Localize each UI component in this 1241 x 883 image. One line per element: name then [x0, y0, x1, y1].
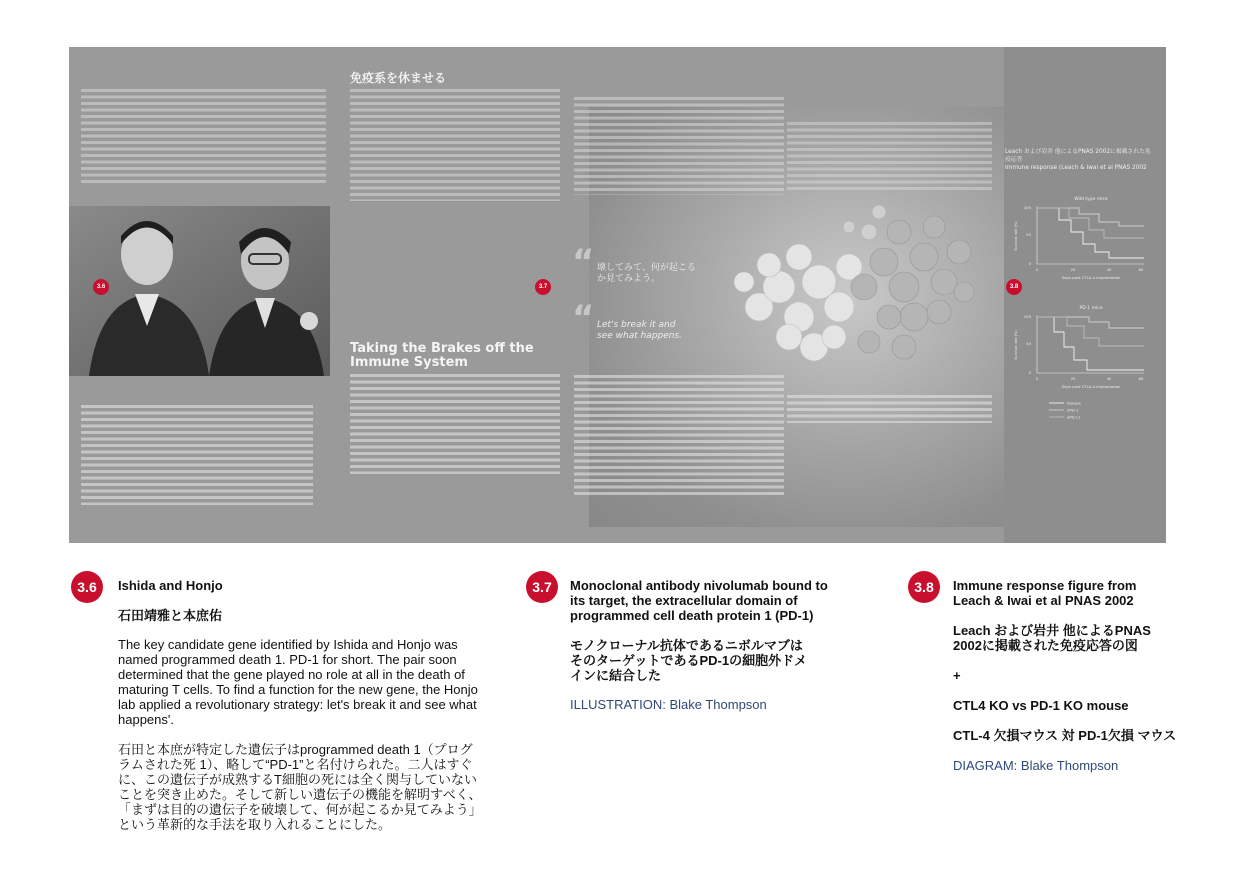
caption-body-jp: 石田と本庶が特定した遺伝子はprogrammed death 1（プログラムされた死 1）、略して“PD-1”と名付けられた。二人はすぐに、この遺伝子が成熟するT細胞の死には全く関与していないことを突き止めた。そして新しい遺伝子の機能を解明すべく、「まずは目的の遺伝子を破壊して、何が起こるか見てみよう」という革新的な手法を取り入れることにした。 — [118, 742, 482, 832]
photo-illustration — [69, 206, 330, 376]
caption-3-8 — [953, 578, 1178, 773]
book-spread-image — [69, 47, 1166, 543]
y-tick: 100 — [1023, 205, 1031, 210]
jp-heading: 免疫系を休ませる — [350, 71, 447, 85]
x-tick: 0 — [1035, 267, 1039, 272]
jp-text-column-2 — [350, 89, 560, 201]
caption-body-en: The key candidate gene identified by Ishida and Honjo was named programmed death 1. PD-1 for short. The pair soon determined that the gene played no role at all in the death of maturing T cells. To find a function for the new gene, the Honjo lab applied a revolutionary strategy: let's break it and see what happens'. — [118, 637, 478, 727]
figure-tag-3-8: 3.8 — [1006, 279, 1022, 295]
caption-sub-jp: CTL-4 欠損マウス 対 PD-1欠損 マウス — [953, 728, 1177, 743]
quote-jp: 壊してみて、何が起こるか見てみよう。 — [597, 263, 696, 284]
nivolumab-molecule-illustration — [699, 187, 999, 407]
y-tick: 100 — [1023, 314, 1031, 319]
quote-mark-icon: “ — [572, 298, 595, 338]
caption-3-7 — [570, 578, 830, 712]
y-tick: 50 — [1026, 232, 1031, 237]
caption-title-jp: Leach および岩井 他によるPNAS 2002に掲載された免疫応答の図 — [953, 623, 1151, 653]
y-tick: 0 — [1028, 261, 1031, 266]
caption-title-en: Ishida and Honjo — [118, 578, 223, 593]
survival-curves-diagram — [1009, 192, 1159, 442]
x-tick: 40 — [1106, 267, 1112, 272]
en-text-column-2 — [350, 374, 560, 474]
en-heading: Taking the Brakes off the Immune System — [350, 341, 534, 370]
figure-tag-3-7: 3.7 — [535, 279, 551, 295]
jp-text-column-1 — [81, 89, 326, 184]
y-tick: 50 — [1026, 341, 1031, 346]
diagram-credit: DIAGRAM: Blake Thompson — [953, 758, 1119, 773]
legend-entry: αPD-L1 — [1067, 414, 1081, 420]
x-tick: 0 — [1035, 376, 1039, 381]
y-axis-label: Survival rate (%) — [1014, 221, 1018, 251]
y-tick: 0 — [1028, 370, 1031, 375]
legend-entry: αPD-1 — [1067, 407, 1079, 413]
caption-title-jp: モノクローナル抗体であるニボルマブはそのターゲットであるPD-1の細胞外ドメインに結合した — [570, 638, 807, 683]
caption-tag-3-8: 3.8 — [908, 571, 940, 603]
jp-text-column-3 — [574, 97, 784, 195]
x-tick: 60 — [1138, 376, 1144, 381]
graph-bottom-label: PD-1 mice — [1079, 306, 1103, 311]
figure-tag-3-6: 3.6 — [93, 279, 109, 295]
en-text-column-1 — [81, 405, 313, 505]
x-tick: 20 — [1070, 267, 1076, 272]
graph-title-en: Immune response (Leach & Iwai et al PNAS 2002 — [1005, 165, 1147, 171]
graph-top-label: Wild type mice — [1074, 197, 1108, 202]
x-tick: 60 — [1138, 267, 1144, 272]
caption-3-6 — [118, 578, 498, 832]
caption-sub-en: CTL4 KO vs PD-1 KO mouse — [953, 698, 1129, 713]
caption-tag-3-7: 3.7 — [526, 571, 558, 603]
illustration-credit: ILLUSTRATION: Blake Thompson — [570, 697, 767, 712]
graph-title-jp: Leach および岩井 他によるPNAS 2002に掲載された免疫応答 — [1005, 149, 1151, 163]
caption-tag-3-6: 3.6 — [71, 571, 103, 603]
quote-mark-icon: “ — [572, 242, 595, 282]
x-axis-label: Days post CTLA-4 implantation — [1061, 384, 1121, 389]
x-axis-label: Days post CTLA-4 implantation — [1061, 275, 1121, 280]
quote-en: Let's break it and see what happens. — [597, 320, 683, 341]
y-axis-label: Survival rate (%) — [1014, 330, 1018, 360]
caption-plus: + — [953, 668, 961, 683]
caption-title-jp: 石田靖雅と本庶佑 — [118, 608, 223, 623]
x-tick: 40 — [1106, 376, 1112, 381]
caption-title-en: Monoclonal antibody nivolumab bound to its target, the extracellular domain of programmed cell death protein 1 (PD-1) — [570, 578, 828, 623]
caption-title-en: Immune response figure from Leach & Iwai et al PNAS 2002 — [953, 578, 1137, 608]
x-tick: 20 — [1070, 376, 1076, 381]
legend-entry: Isotype — [1067, 400, 1081, 406]
ishida-honjo-photo — [69, 206, 330, 376]
jp-text-column-4 — [787, 122, 992, 192]
graph-title — [1005, 148, 1155, 172]
